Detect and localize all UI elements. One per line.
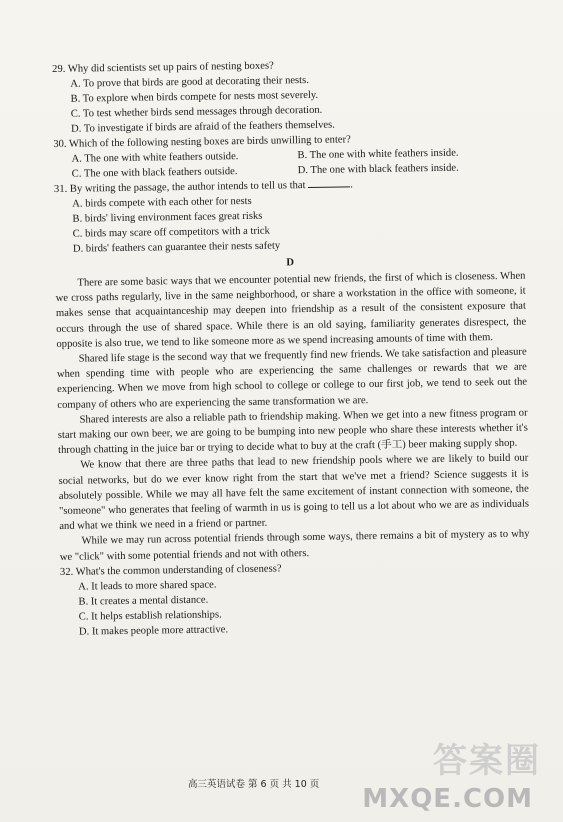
option-b: B. birds' living environment faces great risks [72,210,263,225]
question-stem: 29. Why did scientists set up pairs of nesting boxes? [52,60,274,75]
question-30 [53,130,524,182]
option-a: A. The one with white feathers outside. [71,151,239,165]
option-c: C. To test whether birds send messages through decoration. [70,104,323,120]
option-a: A. It leads to more shared space. [78,579,217,593]
question-29 [52,55,523,137]
reading-passage [55,269,529,565]
option-b: B. The one with white feathers inside. [297,147,459,162]
option-d: D. birds' feathers can guarantee their nests safety [72,240,281,255]
option-a: A. To prove that birds are good at decorating their nests. [70,74,309,90]
question-32 [60,557,531,639]
watermark-site: MXQE.COM [362,784,533,814]
watermark-logo: 答案圈 [433,741,541,781]
option-d: D. To investigate if birds are afraid of the feathers themselves. [70,119,335,135]
passage-paragraph: Shared life stage is the second way that we frequently find new friends. We take satisfaction and pleasure when spending time with people who are experiencing the same challenges or rewards that we are experiencing. When we move from high school to college or college to our first job, we tend to seek out the company of others who are experiencing the same transformation we are. [56,346,528,411]
option-b: B. It creates a mental distance. [78,594,209,608]
option-d: D. The one with black feathers inside. [297,162,459,177]
option-d: D. It makes people more attractive. [78,624,229,638]
passage-paragraph: We know that there are three paths that lead to new friendship pools where we are likely to build our social networks, but do we ever know right from the start that we've met a friend? Science suggests it is absolutely possible. While we may all have felt the same excitement of instant connection with someone, the "someone" who generates that feeling of warmth in us is going to tell us a lot about who we are as individuals and what we think we need in a friend or partner. [58,453,530,533]
question-31 [54,175,525,257]
option-b: B. To explore when birds compete for nests most severely. [70,89,319,105]
answer-blank [308,177,350,188]
passage-paragraph: There are some basic ways that we encounter potential new friends, the first of which is closeness. When we cross paths regularly, live in the same neighborhood, or share a workstation in the office with someone, it makes sense that acquaintanceship may deepen into friendship as a result of the consistent exposure that occurs through the use of shared space. While there is an old saying, familiarity generates disrespect, the opposite is also true, we tend to like someone more as we spend increasing amounts of time with them. [55,270,527,350]
exam-content [52,55,531,640]
page-footer: 高三英语试卷 第 6 页 共 10 页 [188,779,320,790]
option-c: C. birds may scare off competitors with a trick [72,225,270,240]
stem-text: 31. By writing the passage, the author intends to tell us that [53,180,306,195]
passage-paragraph: Shared interests are also a reliable path to friendship making. When we get into a new fitness program or start making our own beer, we are going to be bumping into new people who share these interests whether it's through chatting in the juice bar or trying to decide what to buy at the craft (手工) beer making supply shop. [57,407,528,457]
passage-paragraph: While we may run across potential friends through some ways, there remains a bit of mystery as to why we "click" with some potential friends and not with others. [59,529,530,563]
stem-end: . [350,179,353,191]
section-heading: D [286,257,295,269]
question-stem: 30. Which of the following nesting boxes are birds unwilling to enter? [53,134,351,150]
question-stem: 32. What's the common understanding of closeness? [59,563,282,578]
option-a: A. birds compete with each other for nests [72,195,252,210]
option-c: C. The one with black feathers outside. [71,166,238,180]
option-c: C. It helps establish relationships. [78,609,222,623]
